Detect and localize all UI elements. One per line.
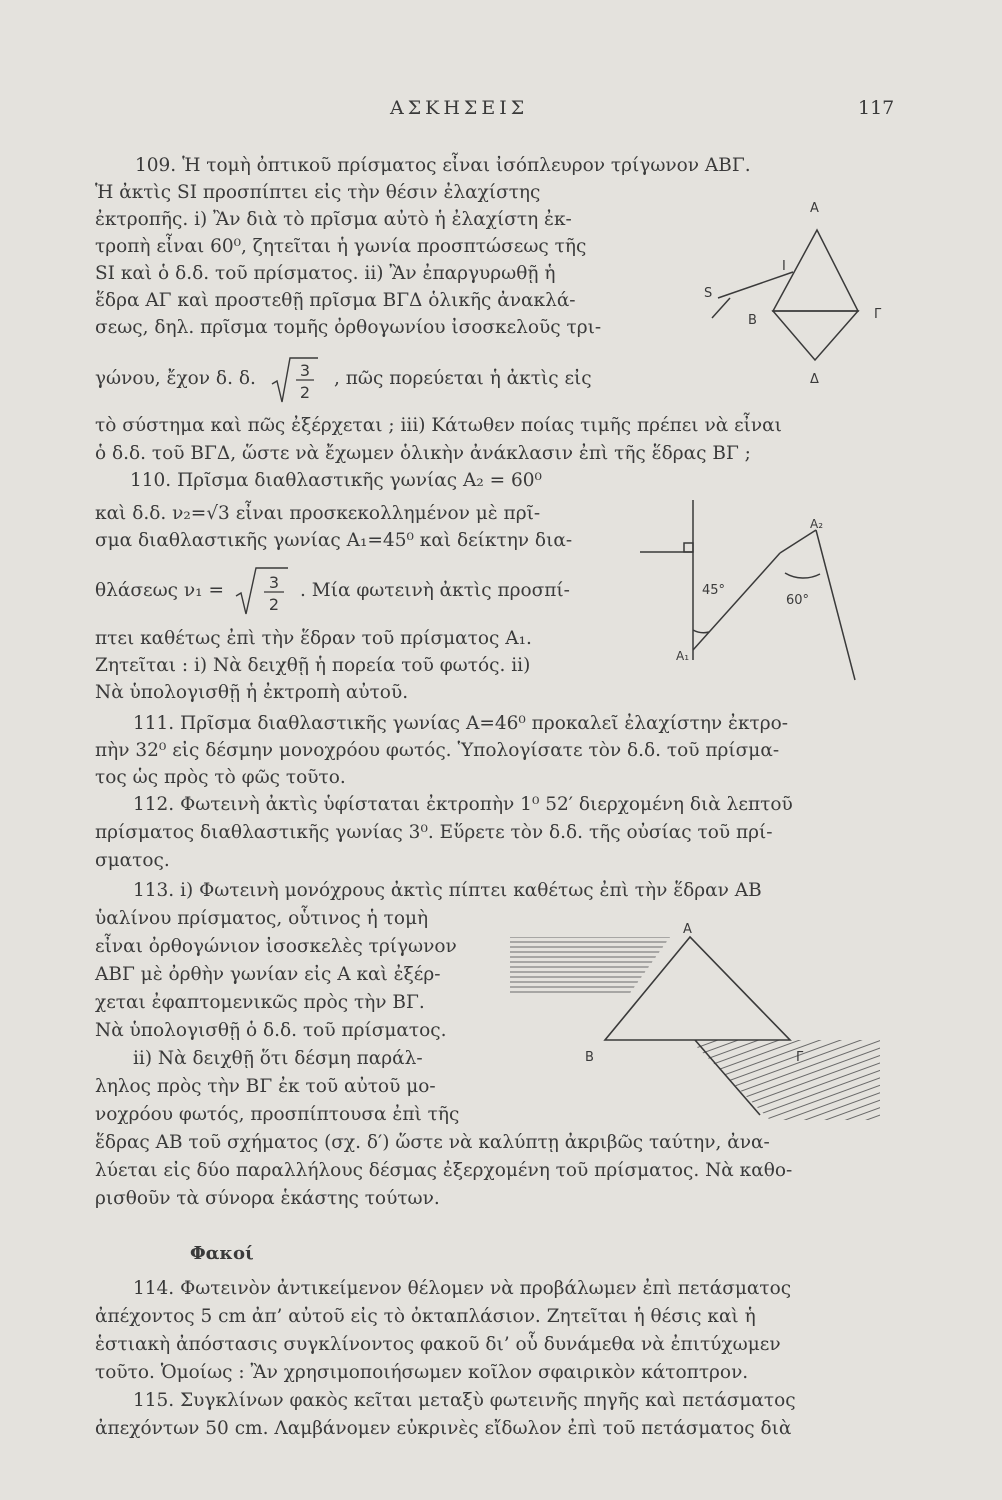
a2-top <box>780 530 816 553</box>
ex110-line-2: καὶ δ.δ. ν₂=√3 εἶναι προσκεκολλημένον μὲ πρῖ- <box>95 503 541 524</box>
ex115-line-2: ἀπεχόντων 50 cm. Λαμβάνομεν εὐκρινὲς εἴδωλον ἐπὶ τοῦ πετάσματος διὰ <box>95 1418 792 1439</box>
label-D: Δ <box>810 372 819 387</box>
label-B-113: Β <box>585 1050 594 1065</box>
ex110-line-7: Νὰ ὑπολογισθῇ ἡ ἐκτροπὴ αὐτοῦ. <box>95 682 409 703</box>
section-heading-lenses: Φακοί <box>190 1243 254 1264</box>
ex113-line-10: ἕδρας ΑΒ τοῦ σχήματος (σχ. δ′) ὥστε νὰ καλύπτῃ ἀκριβῶς ταύτην, ἀνα- <box>95 1132 770 1153</box>
figure-right-isosceles-prism <box>500 915 900 1130</box>
angle-arc-60 <box>785 573 820 578</box>
sqrt-fraction-109 <box>268 354 328 406</box>
ex113-line-9: νοχρόου φωτός, προσπίπτουσα ἐπὶ τῆς <box>95 1104 460 1125</box>
a2-face <box>816 530 855 680</box>
ex113-line-1: 113. i) Φωτεινὴ μονόχρους ἀκτὶς πίπτει καθέτως ἐπὶ τὴν ἕδραν ΑΒ <box>133 880 762 901</box>
ex111-line-3: τος ὡς πρὸς τὸ φῶς τοῦτο. <box>95 767 346 788</box>
label-S: S <box>704 286 713 301</box>
ex114-line-4: τοῦτο. Ὁμοίως : Ἂν χρησιμοποιήσωμεν κοῖλον σφαιρικὸν κάτοπτρον. <box>95 1362 749 1383</box>
label-45deg: 45° <box>702 583 726 598</box>
label-B: Β <box>748 313 757 328</box>
page-number: 117 <box>858 97 895 119</box>
ex109-line-2: Ἡ ἀκτὶς SI προσπίπτει εἰς τὴν θέσιν ἐλαχίστης <box>95 182 541 203</box>
label-60deg: 60° <box>786 593 810 608</box>
label-I: I <box>782 259 786 274</box>
ex114-line-3: ἑστιακὴ ἀπόστασις συγκλίνοντος φακοῦ δι’ οὗ δυνάμεθα νὰ ἐπιτύχωμεν <box>95 1334 781 1355</box>
ex113-line-5: χεται ἐφαπτομενικῶς πρὸς τὴν ΒΓ. <box>95 992 425 1013</box>
ex109-line-4: τροπὴ εἶναι 60⁰, ζητεῖται ἡ γωνία προσπτώσεως τῆς <box>95 236 587 257</box>
ex110-line-3: σμα διαθλαστικῆς γωνίας Α₁=45⁰ καὶ δείκτην δια- <box>95 530 573 551</box>
ex109-line-8a: γώνου, ἔχον δ. δ. <box>95 368 256 389</box>
triangle-bgd <box>773 311 858 360</box>
frac-110-den: 2 <box>268 595 280 614</box>
frac-109-den: 2 <box>299 383 311 402</box>
label-A1: Α₁ <box>676 649 690 663</box>
ex110-line-4b: . Μία φωτεινὴ ἀκτὶς προσπί- <box>300 580 570 601</box>
ray-mark <box>712 298 730 318</box>
ex113-line-6: Νὰ ὑπολογισθῇ ὁ δ.δ. τοῦ πρίσματος. <box>95 1020 447 1041</box>
label-A: Α <box>810 201 819 216</box>
ex109-line-9: τὸ σύστημα καὶ πῶς ἐξέρχεται ; iii) Κάτωθεν ποίας τιμῆς πρέπει νὰ εἶναι <box>95 415 782 436</box>
ex109-line-3: ἐκτροπῆς. i) Ἂν διὰ τὸ πρῖσμα αὐτὸ ἡ ἐλαχίστη ἐκ- <box>95 209 572 230</box>
right-angle-mark <box>684 543 693 552</box>
ex109-line-6: ἕδρα ΑΓ καὶ προστεθῇ πρῖσμα ΒΓΔ ὁλικῆς ἀνακλά- <box>95 290 576 311</box>
ex109-line-1: 109. Ἡ τομὴ ὀπτικοῦ πρίσματος εἶναι ἰσόπλευρον τρίγωνον ΑΒΓ. <box>135 155 751 176</box>
frac-109-num: 3 <box>299 361 311 380</box>
ex112-line-1: 112. Φωτεινὴ ἀκτὶς ὑφίσταται ἐκτροπὴν 1⁰ 52′ διερχομένη διὰ λεπτοῦ <box>133 794 793 815</box>
figure-prism-abgd <box>690 190 910 390</box>
common-face <box>693 553 780 650</box>
running-header: ΑΣΚΗΣΕΙΣ <box>390 97 529 119</box>
emergent-beam-hatch <box>695 1040 880 1120</box>
ex109-line-7: σεως, δηλ. πρῖσμα τομῆς ὀρθογωνίου ἰσοσκελοῦς τρι- <box>95 317 602 338</box>
ex113-line-3: εἶναι ὀρθογώνιον ἰσοσκελὲς τρίγωνον <box>95 936 457 957</box>
ex113-line-12: ρισθοῦν τὰ σύνορα ἑκάστης τούτων. <box>95 1188 440 1209</box>
ex111-line-2: πὴν 32⁰ εἰς δέσμην μονοχρόου φωτός. Ὑπολογίσατε τὸν δ.δ. τοῦ πρίσμα- <box>95 740 780 761</box>
ex113-line-4: ΑΒΓ μὲ ὀρθὴν γωνίαν εἰς Α καὶ ἐξέρ- <box>95 964 441 985</box>
angle-arc-45 <box>693 630 709 633</box>
ex114-line-1: 114. Φωτεινὸν ἀντικείμενον θέλομεν νὰ προβάλωμεν ἐπὶ πετάσματος <box>133 1278 792 1299</box>
ex113-line-2: ὑαλίνου πρίσματος, οὗτινος ἡ τομὴ <box>95 908 429 929</box>
ex112-line-3: σματος. <box>95 850 170 871</box>
ex113-line-7: ii) Νὰ δειχθῇ ὅτι δέσμη παράλ- <box>133 1048 423 1069</box>
ex110-line-1: 110. Πρῖσμα διαθλαστικῆς γωνίας Α₂ = 60⁰ <box>130 470 542 491</box>
label-G-113: Γ <box>796 1050 804 1065</box>
ex109-line-8b: , πῶς πορεύεται ἡ ἀκτὶς εἰς <box>334 368 592 389</box>
ex112-line-2: πρίσματος διαθλαστικῆς γωνίας 3⁰. Εὕρετε τὸν δ.δ. τῆς οὐσίας τοῦ πρί- <box>95 822 773 843</box>
ex115-line-1: 115. Συγκλίνων φακὸς κεῖται μεταξὺ φωτεινῆς πηγῆς καὶ πετάσματος <box>133 1390 796 1411</box>
figure-compound-prism <box>640 490 890 700</box>
ex110-line-4a: θλάσεως ν₁ = <box>95 580 224 601</box>
frac-110-num: 3 <box>268 573 280 592</box>
ex109-line-10: ὁ δ.δ. τοῦ ΒΓΔ, ὥστε νὰ ἔχωμεν ὁλικὴν ἀνάκλασιν ἐπὶ τῆς ἕδρας ΒΓ ; <box>95 443 751 464</box>
label-A2: Α₂ <box>810 517 824 531</box>
ex110-line-6: Ζητεῖται : i) Νὰ δειχθῇ ἡ πορεία τοῦ φωτός. ii) <box>95 655 531 676</box>
ex113-line-11: λύεται εἰς δύο παραλλήλους δέσμας ἐξερχομένη τοῦ πρίσματος. Νὰ καθο- <box>95 1160 793 1181</box>
ex113-line-8: ληλος πρὸς τὴν ΒΓ ἐκ τοῦ αὐτοῦ μο- <box>95 1076 436 1097</box>
label-G: Γ <box>874 307 882 322</box>
ex110-line-5: πτει καθέτως ἐπὶ τὴν ἕδραν τοῦ πρίσματος Α₁. <box>95 628 532 649</box>
ex114-line-2: ἀπέχοντος 5 cm ἀπ’ αὐτοῦ εἰς τὸ ὀκταπλάσιον. Ζητεῖται ἡ θέσις καὶ ἡ <box>95 1306 756 1327</box>
ex109-line-5: SI καὶ ὁ δ.δ. τοῦ πρίσματος. ii) Ἂν ἐπαργυρωθῇ ἡ <box>95 263 556 284</box>
ex111-line-1: 111. Πρῖσμα διαθλαστικῆς γωνίας Α=46⁰ προκαλεῖ ἐλαχίστην ἐκτρο- <box>133 713 789 734</box>
label-A-113: Α <box>683 922 692 937</box>
sqrt-fraction-110 <box>232 564 294 618</box>
